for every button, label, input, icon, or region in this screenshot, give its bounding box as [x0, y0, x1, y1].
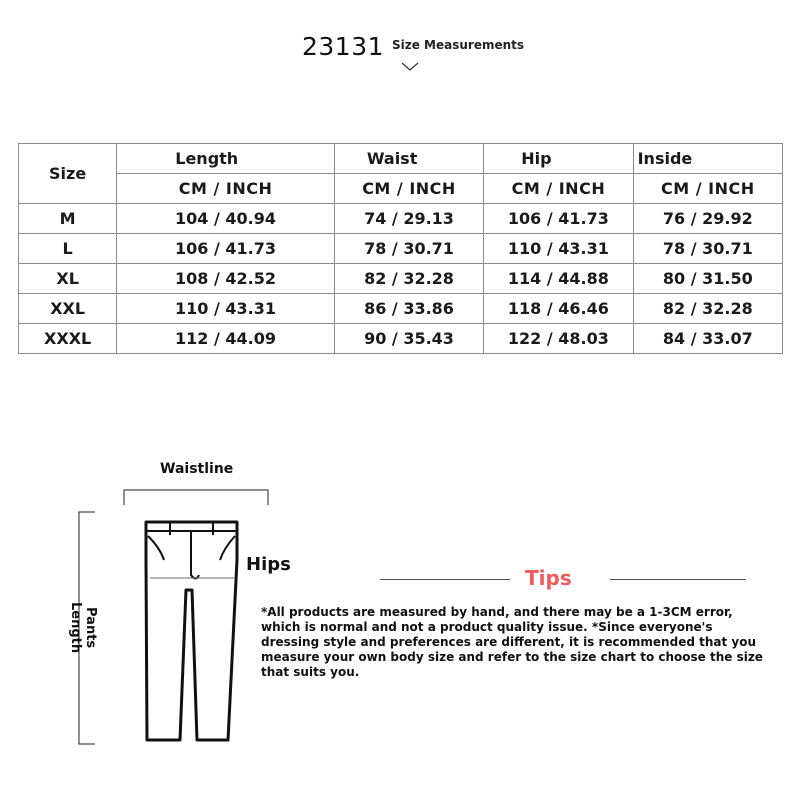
waist-cell: 86 / 33.86	[334, 294, 483, 324]
pants-length-label: Pants Length	[68, 602, 98, 654]
tips-divider-right	[610, 579, 746, 580]
unit-label: CM / INCH	[334, 174, 483, 204]
size-column-header: Size	[19, 144, 117, 204]
waistline-label: Waistline	[160, 461, 234, 477]
size-cell: M	[19, 204, 117, 234]
waist-cell: 90 / 35.43	[334, 324, 483, 354]
length-cell: 106 / 41.73	[117, 234, 335, 264]
size-chart-table	[18, 143, 783, 354]
waist-cell: 78 / 30.71	[334, 234, 483, 264]
hip-cell: 110 / 43.31	[484, 234, 633, 264]
table-row	[19, 204, 783, 234]
tips-divider-left	[380, 579, 510, 580]
length-column-header: Length	[117, 144, 335, 174]
table-row	[19, 234, 783, 264]
table-row	[19, 294, 783, 324]
inside-cell: 76 / 29.92	[633, 204, 782, 234]
table-row	[19, 324, 783, 354]
product-code: 23131	[302, 32, 385, 61]
hip-cell: 122 / 48.03	[484, 324, 633, 354]
hip-cell: 106 / 41.73	[484, 204, 633, 234]
hip-cell: 118 / 46.46	[484, 294, 633, 324]
size-cell: XL	[19, 264, 117, 294]
inside-cell: 82 / 32.28	[633, 294, 782, 324]
header	[0, 30, 800, 80]
unit-label: CM / INCH	[117, 174, 335, 204]
unit-label: CM / INCH	[484, 174, 633, 204]
inside-column-header: Inside	[633, 144, 782, 174]
length-cell: 110 / 43.31	[117, 294, 335, 324]
length-cell: 104 / 40.94	[117, 204, 335, 234]
hip-column-header: Hip	[484, 144, 633, 174]
unit-row	[19, 174, 783, 204]
table-row	[19, 264, 783, 294]
inside-cell: 80 / 31.50	[633, 264, 782, 294]
unit-label: CM / INCH	[633, 174, 782, 204]
inside-cell: 84 / 33.07	[633, 324, 782, 354]
length-cell: 112 / 44.09	[117, 324, 335, 354]
tips-title: Tips	[525, 566, 572, 590]
size-cell: XXL	[19, 294, 117, 324]
length-cell: 108 / 42.52	[117, 264, 335, 294]
waist-cell: 82 / 32.28	[334, 264, 483, 294]
hips-label: Hips	[246, 554, 291, 575]
size-cell: L	[19, 234, 117, 264]
waist-column-header: Waist	[334, 144, 483, 174]
size-cell: XXXL	[19, 324, 117, 354]
waist-cell: 74 / 29.13	[334, 204, 483, 234]
chevron-down-icon	[401, 62, 419, 72]
hip-cell: 114 / 44.88	[484, 264, 633, 294]
tips-text: *All products are measured by hand, and there may be a 1-3CM error, which is normal and not a product quality issue. *Since everyone's dressing style and preferences are different, it is recommended that you measure your own body size and refer to the size chart to choose the size that suits you.	[261, 605, 763, 679]
page-title: Size Measurements	[392, 38, 525, 52]
inside-cell: 78 / 30.71	[633, 234, 782, 264]
table-header-row	[19, 144, 783, 174]
